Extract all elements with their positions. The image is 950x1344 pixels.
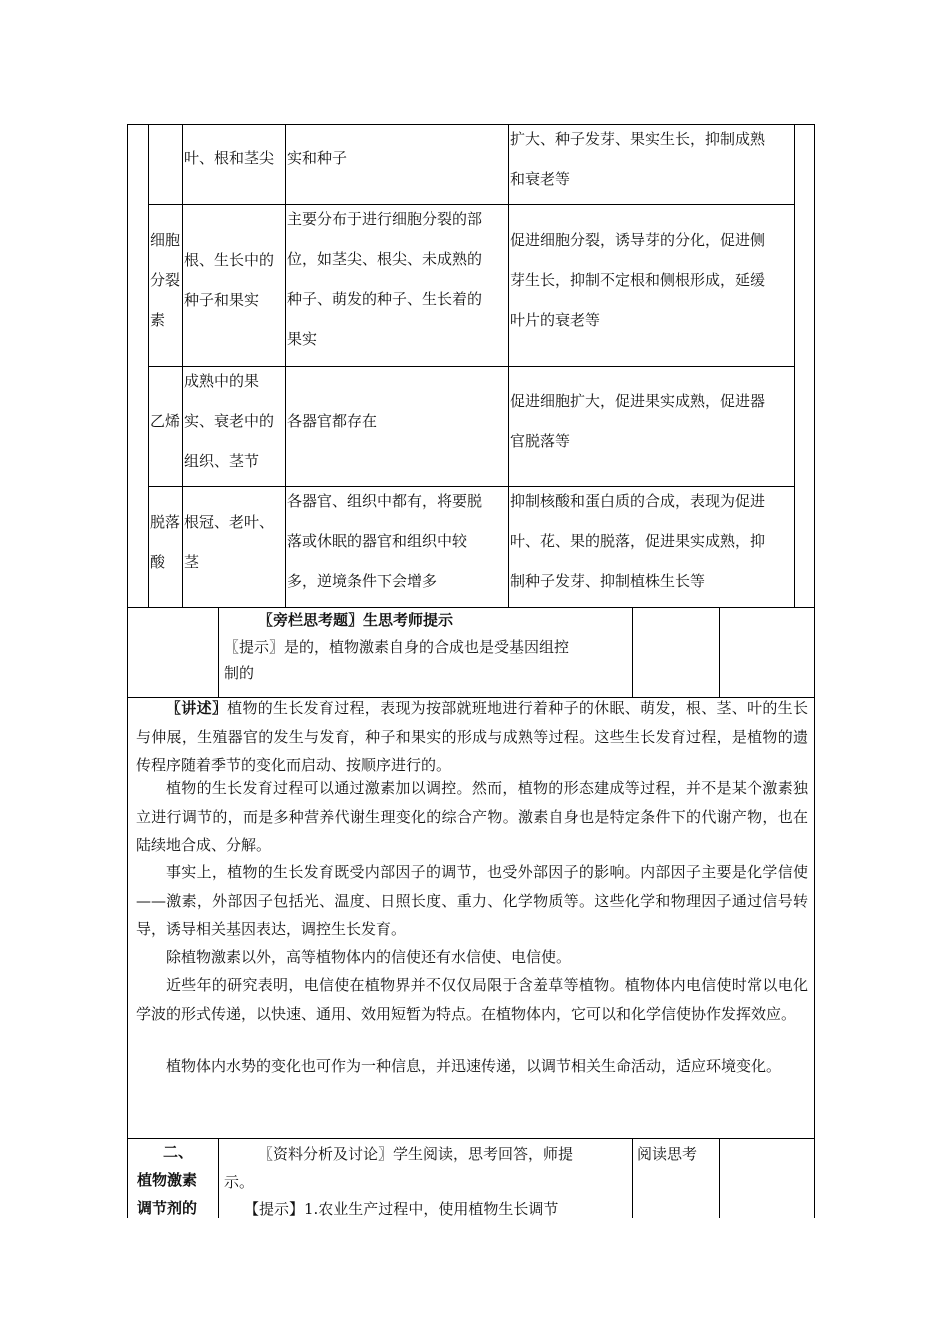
table-row-2-site: 实、衰老中的 — [184, 412, 275, 430]
table-row-1-name: 素 — [150, 311, 166, 329]
table-row-3-distribution: 多，逆境条件下会增多 — [287, 572, 438, 590]
lecture-paragraph — [136, 694, 808, 780]
table-row-1-function: 叶片的衰老等 — [510, 311, 601, 329]
table-row-1-function: 芽生长，抑制不定根和侧根形成，延缓 — [510, 271, 766, 289]
sidebar-question-title: 〖旁栏思考题〗生思考师提示 — [258, 611, 454, 629]
table-row-0-function: 和衰老等 — [510, 170, 571, 188]
section-two-content: 示。 — [224, 1173, 255, 1191]
outer-left-border — [127, 124, 128, 1218]
table-row-3-site: 茎 — [184, 553, 200, 571]
table-row-1-function: 促进细胞分裂，诱导芽的分化，促进侧 — [510, 231, 766, 249]
section-two-content: 〖资料分析及讨论〗学生阅读，思考回答，师提 — [258, 1145, 574, 1163]
row-line — [127, 1138, 815, 1139]
lecture-text: 植物的生长发育过程，表现为按部就班地进行着种子的休眠、萌发，根、茎、叶的生长与伸展，生殖器官的发生与发育，种子和果实的形成与成熟等过程。这些生长发育过程，是植物的遗传程序随着季节的变化而启动、按顺序进行的。 — [136, 699, 808, 774]
table-row-0-distribution: 实和种子 — [287, 149, 348, 167]
table-row-3-distribution: 落或休眠的器官和组织中较 — [287, 532, 468, 550]
table-row-3-name: 酸 — [150, 553, 166, 571]
table-row-1-distribution: 主要分布于进行细胞分裂的部 — [287, 210, 483, 228]
column-divider — [218, 1138, 219, 1218]
student-activity: 阅读思考 — [637, 1145, 698, 1163]
column-divider — [719, 607, 720, 697]
lecture-paragraph: 除植物激素以外，高等植物体内的信使还有水信使、电信使。 — [166, 948, 572, 966]
outer-right-border — [814, 124, 815, 1218]
section-two-heading: 二、 — [163, 1143, 194, 1161]
table-row-2-site: 成熟中的果 — [184, 372, 260, 390]
table-row-1-distribution: 位，如茎尖、根尖、未成熟的 — [287, 250, 483, 268]
table-row-1-name: 细胞 — [150, 231, 181, 249]
table-row-1-distribution: 种子、萌发的种子、生长着的 — [287, 290, 483, 308]
lecture-paragraph: 植物的生长发育过程可以通过激素加以调控。然而，植物的形态建成等过程，并不是某个激素独立进行调节的，而是多种营养代谢生理变化的综合产物。激素自身也是特定条件下的代谢产物，也在陆续地合成、分解。 — [136, 779, 808, 854]
section-two-heading: 植物激素 — [137, 1171, 198, 1189]
table-row-1-site: 根、生长中的 — [184, 251, 275, 269]
column-divider — [218, 607, 219, 697]
sidebar-question-hint: 〖提示〗是的，植物激素自身的合成也是受基因组控 — [224, 638, 570, 656]
section-two-content: 【提示】1.农业生产过程中，使用植物生长调节 — [244, 1200, 559, 1218]
lecture-paragraph: 植物体内水势的变化也可作为一种信息，并迅速传递，以调节相关生命活动，适应环境变化。 — [166, 1057, 782, 1075]
table-row-2-name: 乙烯 — [150, 412, 181, 430]
table-row-2-function: 促进细胞扩大，促进果实成熟，促进器 — [510, 392, 766, 410]
table-row-2-site: 组织、茎节 — [184, 452, 260, 470]
lecture-paragraph: 事实上，植物的生长发育既受内部因子的调节，也受外部因子的影响。内部因子主要是化学信使——激素，外部因子包括光、温度、日照长度、重力、化学物质等。这些化学和物理因子通过信号转导，诱导相关基因表达，调控生长发育。 — [136, 863, 808, 938]
table-row-3-function: 叶、花、果的脱落，促进果实成熟，抑 — [510, 532, 766, 550]
table-row-3-distribution: 各器官、组织中都有，将要脱 — [287, 492, 483, 510]
table-row-1-site: 种子和果实 — [184, 291, 260, 309]
table-row-0-site: 叶、根和茎尖 — [184, 149, 275, 167]
table-row-1-distribution: 果实 — [287, 330, 318, 348]
section-row-line — [127, 607, 815, 608]
section-two-heading: 调节剂的 — [137, 1199, 198, 1217]
table-row-3-function: 抑制核酸和蛋白质的合成，表现为促进 — [510, 492, 766, 510]
sidebar-question-hint: 制的 — [224, 664, 255, 682]
table-row-3-name: 脱落 — [150, 513, 181, 531]
table-row-2-function: 官脱落等 — [510, 432, 571, 450]
lecture-paragraph: 近些年的研究表明，电信使在植物界并不仅仅局限于含羞草等植物。植物体内电信使时常以电化学波的形式传递，以快速、通用、效用短暂为特点。在植物体内，它可以和化学信使协作发挥效应。 — [136, 976, 808, 1023]
column-divider — [632, 1138, 633, 1218]
table-row-3-site: 根冠、老叶、 — [184, 513, 275, 531]
table-row-3-function: 制种子发芽、抑制植株生长等 — [510, 572, 706, 590]
table-row-0-function: 扩大、种子发芽、果实生长，抑制成熟 — [510, 130, 766, 148]
column-divider — [719, 1138, 720, 1218]
lecture-label: 〖讲述〗 — [166, 699, 228, 717]
column-divider — [632, 607, 633, 697]
table-row-1-name: 分裂 — [150, 271, 181, 289]
table-row-2-distribution: 各器官都存在 — [287, 412, 378, 430]
